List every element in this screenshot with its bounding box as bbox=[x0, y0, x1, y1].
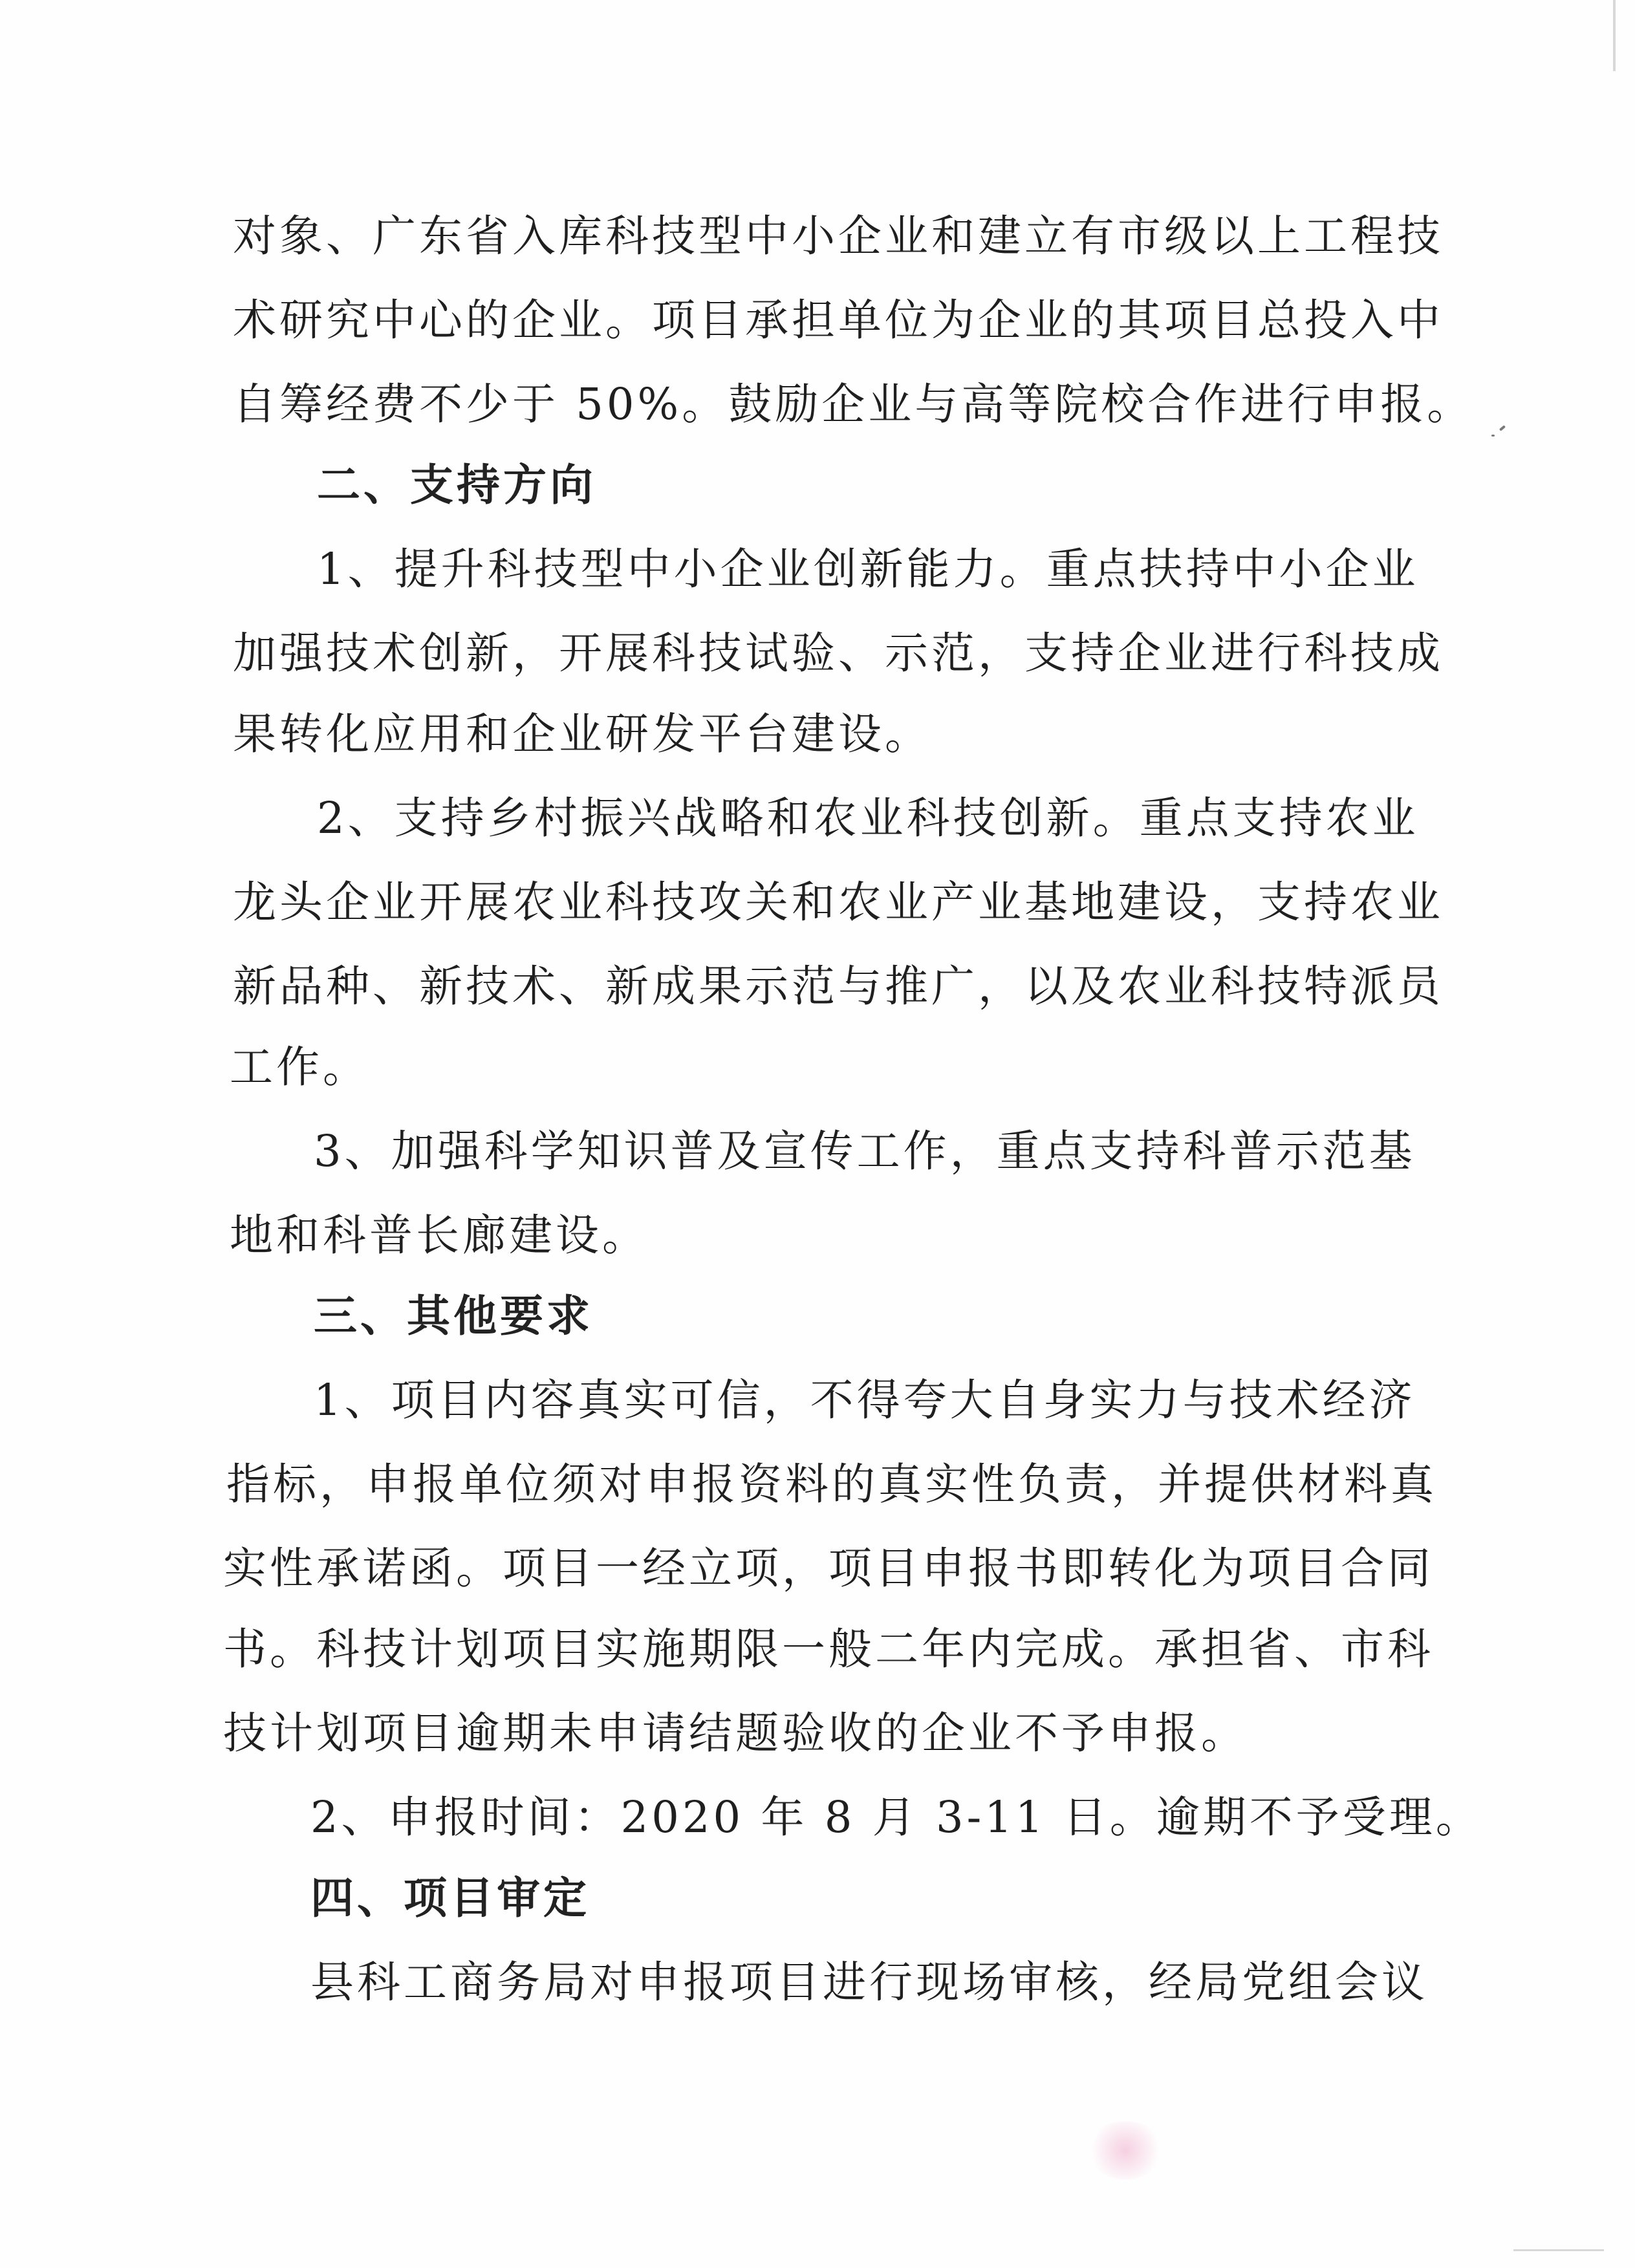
body-line: 地和科普长廊建设。 bbox=[230, 1210, 649, 1260]
body-line: 指标，申报单位须对申报资料的真实性负责，并提供材料真 bbox=[226, 1459, 1437, 1509]
body-line: 书。科技计划项目实施期限一般二年内完成。承担省、市科 bbox=[223, 1624, 1434, 1674]
body-line: 实性承诺函。项目一经立项，项目申报书即转化为项目合同 bbox=[223, 1543, 1434, 1593]
body-line: 果转化应用和企业研发平台建设。 bbox=[233, 709, 931, 759]
scan-speck bbox=[1491, 435, 1495, 437]
scan-edge-mark bbox=[1613, 0, 1616, 71]
body-line: 加强技术创新，开展科技试验、示范，支持企业进行科技成 bbox=[233, 628, 1444, 678]
body-line: 术研究中心的企业。项目承担单位为企业的其项目总投入中 bbox=[233, 295, 1444, 345]
body-line: 龙头企业开展农业科技攻关和农业产业基地建设，支持农业 bbox=[233, 877, 1444, 927]
body-line: 新品种、新技术、新成果示范与推广，以及农业科技特派员 bbox=[233, 961, 1444, 1011]
body-line: 2、支持乡村振兴战略和农业科技创新。重点支持农业 bbox=[317, 793, 1419, 843]
body-line: 自筹经费不少于 50%。鼓励企业与高等院校合作进行申报。 bbox=[233, 379, 1474, 429]
body-line: 技计划项目逾期未申请结题验收的企业不予申报。 bbox=[223, 1708, 1248, 1758]
body-line: 1、提升科技型中小企业创新能力。重点扶持中小企业 bbox=[317, 544, 1419, 594]
body-line: 2、申报时间：2020 年 8 月 3-11 日。逾期不予受理。 bbox=[310, 1792, 1482, 1842]
scan-edge-mark bbox=[1513, 2249, 1604, 2251]
body-line: 工作。 bbox=[230, 1042, 369, 1092]
section-heading: 三、其他要求 bbox=[314, 1291, 593, 1341]
section-heading: 四、项目审定 bbox=[310, 1873, 590, 1923]
body-line: 1、项目内容真实可信，不得夸大自身实力与技术经济 bbox=[314, 1375, 1416, 1425]
body-line: 3、加强科学知识普及宣传工作，重点支持科普示范基 bbox=[314, 1126, 1416, 1176]
stamp-bleed-mark bbox=[1087, 2121, 1164, 2179]
body-line: 对象、广东省入库科技型中小企业和建立有市级以上工程技 bbox=[233, 211, 1444, 261]
body-line: 县科工商务局对申报项目进行现场审核，经局党组会议 bbox=[310, 1957, 1428, 2007]
scan-speck bbox=[1499, 425, 1506, 431]
section-heading: 二、支持方向 bbox=[317, 460, 596, 510]
